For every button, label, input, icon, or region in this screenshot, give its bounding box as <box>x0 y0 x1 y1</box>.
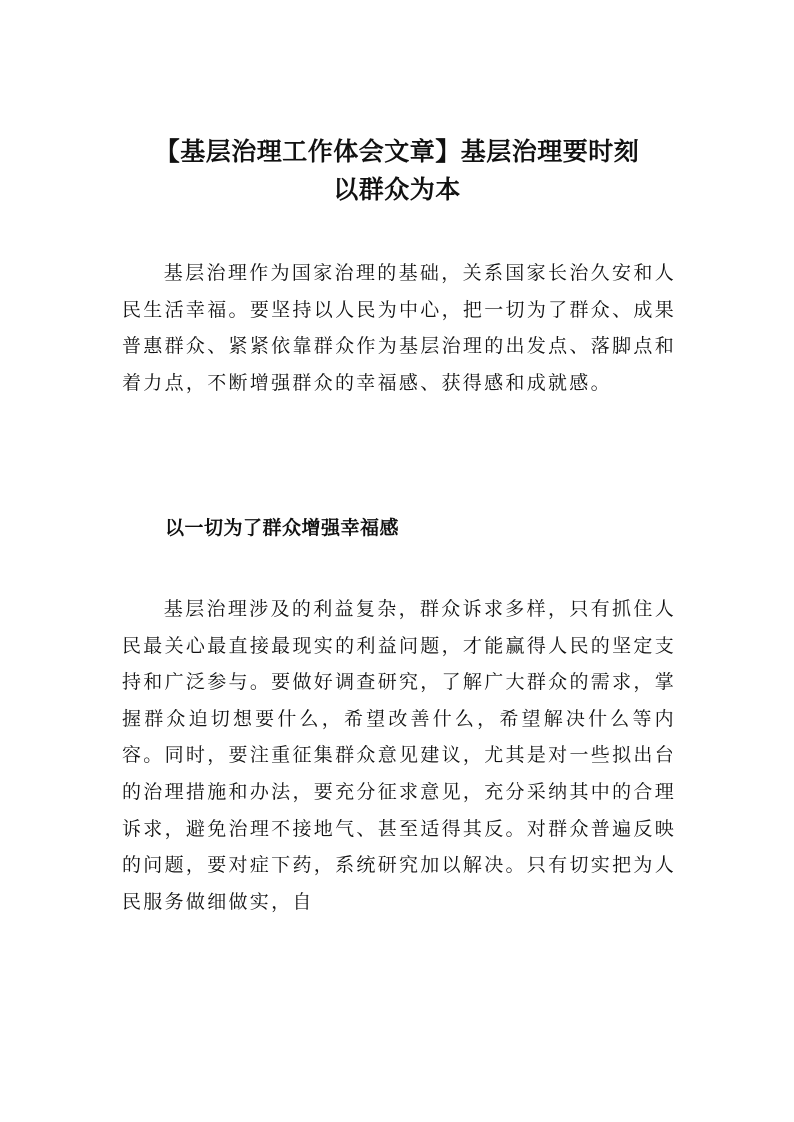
document-title <box>100 133 694 209</box>
title-line-1: 【基层治理工作体会文章】基层治理要时刻 <box>154 137 640 166</box>
body-paragraph: 基层治理涉及的利益复杂，群众诉求多样，只有抓住人民最关心最直接最现实的利益问题，才能赢得人民的坚定支持和广泛参与。要做好调查研究，了解广大群众的需求，掌握群众迫切想要什么，希望改善什么，希望解决什么等内容。同时，要注重征集群众意见建议，尤其是对一些拟出台的治理措施和办法，要充分征求意见，充分采纳其中的合理诉求，避免治理不接地气、甚至适得其反。对群众普遍反映的问题，要对症下药，系统研究加以解决。只有切实把为人民服务做细做实，自 <box>122 598 676 913</box>
section-heading: 以一切为了群众增强幸福感 <box>165 517 400 539</box>
intro-paragraph: 基层治理作为国家治理的基础，关系国家长治久安和人民生活幸福。要坚持以人民为中心，把一切为了群众、成果普惠群众、紧紧依靠群众作为基层治理的出发点、落脚点和着力点，不断增强群众的幸福感、获得感和成就感。 <box>122 262 676 394</box>
title-line-2: 以群众为本 <box>333 175 461 204</box>
